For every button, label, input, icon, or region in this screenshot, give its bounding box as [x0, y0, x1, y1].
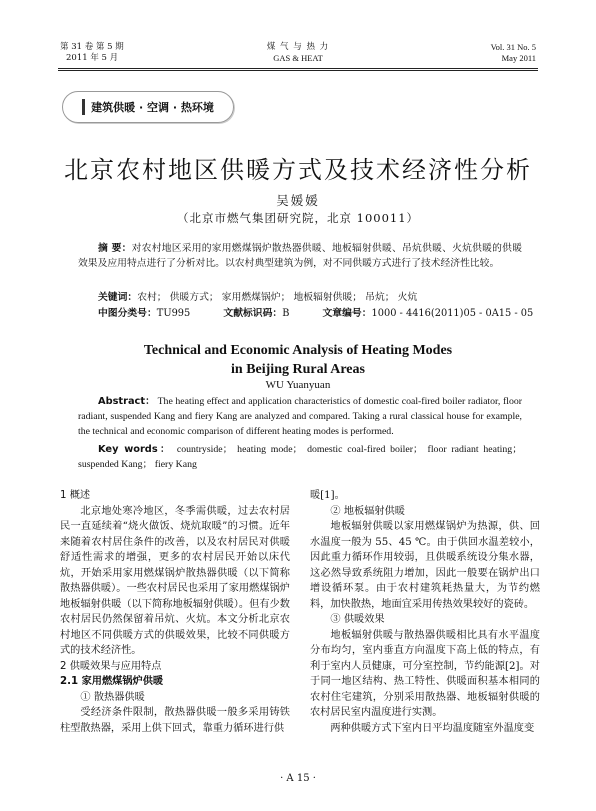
- header-vol-no: Vol. 31 No. 5: [490, 42, 536, 52]
- clc-label: 中图分类号：: [98, 308, 157, 319]
- badge-bar-icon: [82, 99, 85, 115]
- header-journal-en: GAS & HEAT: [273, 53, 323, 63]
- paper-title-en-line1: Technical and Economic Analysis of Heating Modes: [143, 343, 453, 358]
- section-2-1-heading: 2.1 家用燃煤锅炉供暖: [60, 676, 164, 687]
- abstract-cn-label: 摘 要：: [98, 243, 132, 254]
- header-journal-cn: 煤 气 与 热 力: [266, 42, 330, 52]
- subsection-heating-effect: ③ 供暖效果: [330, 614, 385, 625]
- abstract-cn-text: 对农村地区采用的家用燃煤锅炉散热器供暖、地板辐射供暖、吊炕供暖、火炕供暖的供暖效果及应用特点进行了分析对比。以农村典型建筑为例，对不同供暖方式进行了技术经济性比较。: [78, 243, 522, 269]
- floor-radiant-paragraph: 地板辐射供暖以家用燃煤锅炉为热源，供、回水温度一般为 55、45 ℃。由于供回水温差较小，因此重力循环作用较弱，且供暖系统设分集水器，这必然导致系统阻力增加，因此一般要在锅炉出口增设循环泵。由于农村建筑耗热量大，为节约燃料，加快散热，地面宜采用传热效果较好的瓷砖。: [310, 521, 540, 610]
- abstract-en-text: The heating effect and application characteristics of domestic coal-fired boiler radiator, floor radiant, suspended Kang and fiery Kang are analyzed and compared. Taking a rural classical house for example, the technical and economic comparison of different heating modes is performed.: [78, 396, 522, 437]
- subsection-radiator: ① 散热器供暖: [80, 691, 145, 703]
- affiliation-cn: （北京市燃气集团研究院，北京 100011）: [176, 211, 420, 225]
- header-rule: [58, 68, 538, 69]
- header-date: 2011 年 5 月: [66, 53, 119, 63]
- body-right-column: [310, 488, 540, 736]
- abstract-cn: [78, 241, 522, 271]
- doc-code-label: 文献标识码：: [223, 308, 283, 319]
- paper-title-en: [0, 341, 596, 379]
- keywords-cn-text: 农村； 供暖方式； 家用燃煤锅炉； 地板辐射供暖； 吊炕； 火炕: [137, 292, 418, 303]
- header-rule-thin: [58, 70, 538, 71]
- section-2-heading: 2 供暖效果与应用特点: [60, 660, 162, 672]
- doc-code-value: B: [282, 308, 290, 319]
- section-1-heading: 1 概述: [60, 490, 91, 501]
- header-month: May 2011: [501, 53, 536, 63]
- header-volume-en: [491, 42, 536, 64]
- header-volume: 第 31 卷 第 5 期: [60, 42, 124, 52]
- paper-title-en-line2: in Beijing Rural Areas: [231, 362, 365, 377]
- abstract-en: [78, 394, 522, 439]
- keywords-cn: [98, 290, 528, 305]
- temperature-paragraph: 两种供暖方式下室内日平均温度随室外温度变: [330, 722, 535, 734]
- classification-line: [98, 306, 534, 321]
- author-cn: 吴媛媛: [276, 193, 320, 208]
- keywords-en-text: countryside； heating mode； domestic coal-fired boiler； floor radiant heating； suspended Kang； fiery Kang: [78, 444, 522, 470]
- keywords-cn-label: 关键词：: [98, 292, 138, 303]
- section-1-paragraph: 北京地处寒冷地区，冬季需供暖，过去农村居民一直延续着“烧火做饭、烧炕取暖”的习惯。近年来随着农村居住条件的改善，以及农村居民对供暖舒适性需求的增强，更多的农村居民开始以床代炕，开始采用家用燃煤锅炉散热器供暖（以下简称散热器供暖）。一些农村居民也采用了家用燃煤锅炉地板辐射供暖（以下简称地板辐射供暖）。但有少数农村居民仍然保留着吊炕、火炕。本文分析北京农村地区不同供暖方式的供暖效果，比较不同供暖方式的技术经济性。: [60, 505, 290, 656]
- badge-label: 建筑供暖 · 空调 · 热环境: [91, 101, 214, 114]
- body-left-column: [60, 488, 290, 736]
- page-number: · A 15 ·: [280, 773, 316, 784]
- clc-value: TU995: [156, 308, 191, 319]
- section-badge: [62, 91, 234, 123]
- radiator-paragraph: 受经济条件限制，散热器供暖一般多采用铸铁柱型散热器，采用上供下回式，靠重力循环进行供: [60, 707, 290, 734]
- subsection-floor-radiant: ② 地板辐射供暖: [330, 505, 405, 517]
- article-no-label: 文章编号：: [322, 308, 372, 319]
- author-en: WU Yuanyuan: [265, 379, 331, 391]
- heating-effect-paragraph: 地板辐射供暖与散热器供暖相比具有水平温度分布均匀，室内垂直方向温度下高上低的特点，有利于室内人员健康，可分室控制，节约能源[2]。对于同一地区结构、热工特性、供暖面积基本相同的农村住宅建筑，分别采用散热器、地板辐射供暖的农村居民室内温度进行实测。: [310, 629, 540, 718]
- abstract-en-label: Abstract：: [98, 396, 156, 407]
- paper-title-cn: 北京农村地区供暖方式及技术经济性分析: [64, 156, 532, 184]
- continued-text: 暖[1]。: [310, 490, 345, 501]
- article-no-value: 1000 - 4416(2011)05 - 0A15 - 05: [371, 308, 534, 319]
- keywords-en-label: Key words：: [98, 444, 173, 455]
- keywords-en: [78, 442, 522, 472]
